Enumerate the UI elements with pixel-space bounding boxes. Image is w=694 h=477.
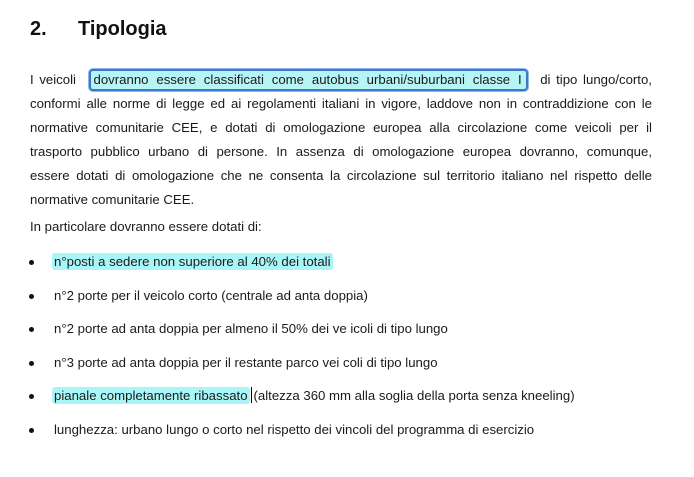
highlighted-text[interactable]: pianale completamente ribassato	[54, 388, 248, 403]
list-item[interactable]	[0, 386, 694, 420]
list-item-text: n°3 porte ad anta doppia per il restante parco vei coli di tipo lungo	[54, 354, 438, 370]
bullet-list	[0, 252, 694, 453]
paragraph-line: conformi alle norme di legge ed ai regolamenti italiani in vigore, laddove non in contraddizione con le	[30, 96, 652, 111]
paragraph-line: essere dotati di omologazione che ne consenta la circolazione sul territorio italiano nel rispetto delle	[30, 168, 652, 183]
paragraph-line: normative comunitarie CEE.	[30, 192, 195, 207]
list-item[interactable]	[0, 252, 694, 286]
section-heading	[30, 15, 167, 43]
paragraph-line: normative comunitarie CEE, e dotati di omologazione europea alla circolazione come veicoli per il	[30, 120, 652, 135]
bullet-icon	[29, 428, 34, 433]
list-item[interactable]	[0, 319, 694, 353]
bullet-icon	[29, 394, 34, 399]
body-paragraph[interactable]	[30, 68, 652, 212]
list-item[interactable]	[0, 420, 694, 454]
bullet-icon	[29, 260, 34, 265]
selected-text-box[interactable]: dovranno essere classificati come autobus urbani/suburbani classe I	[89, 69, 528, 91]
list-item-text: lunghezza: urbano lungo o corto nel rispetto dei vincoli del programma di esercizio	[54, 421, 535, 437]
list-item-text: n°2 porte ad anta doppia per almeno il 50% dei ve icoli di tipo lungo	[54, 321, 448, 336]
list-item[interactable]	[0, 286, 694, 320]
paragraph-text: I veicoli	[30, 72, 76, 87]
paragraph-line: trasporto pubblico urbano di persone. In assenza di omologazione europea dovranno, comunque,	[30, 144, 652, 159]
list-item-text	[54, 386, 575, 406]
list-item[interactable]	[0, 353, 694, 387]
list-item-text	[54, 252, 333, 272]
paragraph-line	[30, 68, 652, 92]
bullet-icon	[29, 294, 34, 299]
list-intro: In particolare dovranno essere dotati di:	[30, 219, 262, 234]
list-item-text: n°2 porte per il veicolo corto (centrale ad anta doppia)	[54, 287, 368, 303]
highlighted-text[interactable]: n°posti a sedere non superiore al 40% dei totali	[54, 254, 331, 269]
paragraph-text: di tipo lungo/corto,	[540, 72, 652, 87]
bullet-icon	[29, 327, 34, 332]
list-item-rest: (altezza 360 mm alla soglia della porta senza kneeling)	[253, 388, 575, 403]
text-cursor	[251, 387, 252, 403]
section-title: Tipologia	[78, 18, 167, 40]
bullet-icon	[29, 361, 34, 366]
section-number: 2.	[30, 18, 47, 40]
